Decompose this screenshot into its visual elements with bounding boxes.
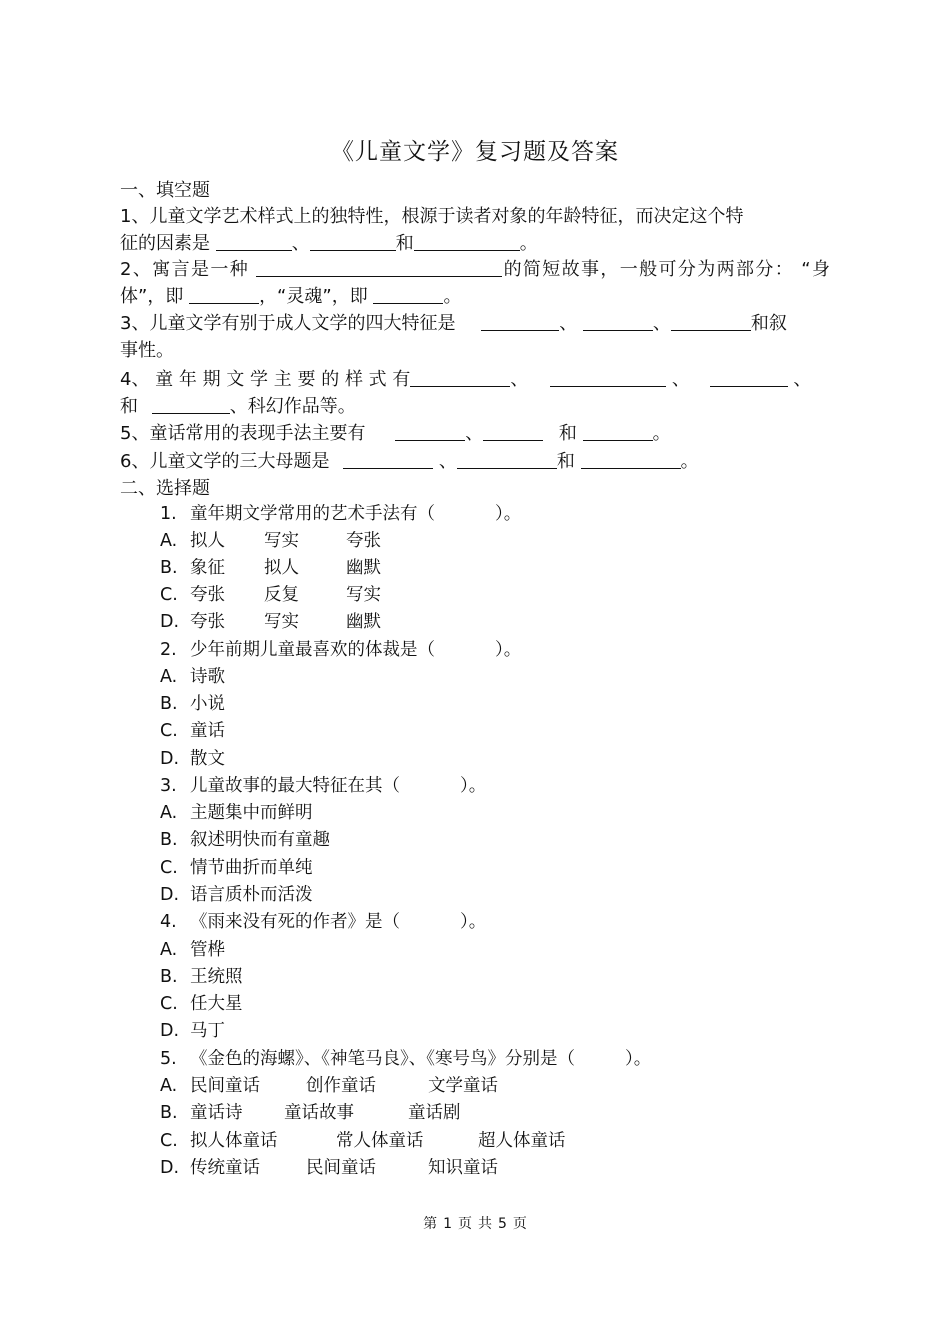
choice-option[interactable]: B. 象征 拟人 幽默 [160,558,381,578]
choice-question-1: 1. 童年期文学常用的艺术手法有（ ）。 [160,504,522,524]
choice-option[interactable]: A. 诗歌 [160,667,225,687]
answer-blank[interactable] [550,368,666,387]
page-footer: 第 1 页 共 5 页 [423,1216,527,1232]
answer-blank[interactable] [581,450,681,469]
answer-blank[interactable] [481,312,559,331]
fill-q4-line2: 和 、科幻作品等。 [120,396,356,417]
answer-blank[interactable] [373,285,443,304]
answer-blank[interactable] [343,450,433,469]
answer-blank[interactable] [152,395,230,414]
choice-option[interactable]: D. 夸张 写实 幽默 [160,612,381,632]
fill-q1-line2: 征的因素是 、 和 。 [120,233,538,254]
choice-option[interactable]: A. 拟人 写实 夸张 [160,531,381,551]
fill-q3-line2: 事性。 [120,340,174,361]
answer-blank[interactable] [710,368,788,387]
choice-option[interactable]: C. 童话 [160,721,225,741]
answer-blank[interactable] [583,422,653,441]
fill-question-1 [120,203,830,257]
answer-blank[interactable] [414,232,520,251]
fill-question-2 [120,256,830,310]
total-page-count: 5 [498,1216,507,1232]
fill-question-5: 5、童话常用的表现手法主要有 、 和 。 [120,423,671,444]
answer-blank[interactable] [310,232,396,251]
choice-option[interactable]: A. 主题集中而鲜明 [160,803,313,823]
choice-question-3: 3. 儿童故事的最大特征在其（ ）。 [160,776,487,796]
choice-option[interactable]: D. 传统童话 民间童话 知识童话 [160,1158,498,1178]
answer-blank[interactable] [189,285,259,304]
choice-option[interactable]: B. 叙述明快而有童趣 [160,830,330,850]
answer-blank[interactable] [216,232,292,251]
answer-blank[interactable] [410,368,510,387]
current-page-number: 1 [443,1216,452,1232]
choice-question-4: 4. 《雨来没有死的作者》是（ ）。 [160,912,487,932]
choice-question-2: 2. 少年前期儿童最喜欢的体裁是（ ）。 [160,640,522,660]
choice-option[interactable]: D. 马丁 [160,1021,225,1041]
answer-blank[interactable] [583,312,653,331]
choice-option[interactable]: D. 语言质朴而活泼 [160,885,313,905]
section-heading-fill: 一、填空题 [120,180,210,201]
choice-option[interactable]: B. 王统照 [160,967,243,987]
answer-blank[interactable] [457,450,557,469]
page-title: 《儿童文学》复习题及答案 [331,139,619,165]
answer-blank[interactable] [256,258,502,277]
section-heading-choice: 二、选择题 [120,478,210,499]
answer-blank[interactable] [671,312,751,331]
fill-q3-line1: 3、儿童文学有别于成人文学的四大特征是 、 、 和叙 [120,313,787,334]
choice-option[interactable]: C. 拟人体童话 常人体童话 超人体童话 [160,1131,566,1151]
choice-option[interactable]: B. 小说 [160,694,225,714]
choice-option[interactable]: B. 童话诗 童话故事 童话剧 [160,1103,461,1123]
choice-question-5: 5. 《金色的海螺》、《神笔马良》、《寒号鸟》分别是（ ）。 [160,1049,652,1069]
choice-option[interactable]: A. 管桦 [160,940,225,960]
answer-blank[interactable] [483,422,543,441]
fill-question-6: 6、儿童文学的三大母题是 、 和 。 [120,451,699,472]
choice-option[interactable]: A. 民间童话 创作童话 文学童话 [160,1076,498,1096]
fill-q1-line1: 1、儿童文学艺术样式上的独特性，根源于读者对象的年龄特征，而决定这个特 [120,206,744,227]
fill-q2-line1: 2、寓言是一种 的简短故事，一般可分为两部分： “身 [120,259,830,280]
choice-option[interactable]: C. 夸张 反复 写实 [160,585,381,605]
fill-question-3 [120,310,830,364]
fill-question-4 [120,366,830,420]
answer-blank[interactable] [395,422,465,441]
fill-q2-line2: 体”，即 ，“灵魂”，即 。 [120,286,462,307]
choice-option[interactable]: D. 散文 [160,749,225,769]
choice-option[interactable]: C. 任大星 [160,994,243,1014]
choice-option[interactable]: C. 情节曲折而单纯 [160,858,313,878]
fill-q4-line1: 4、 童 年 期 文 学 主 要 的 样 式 有 、 、 、 [120,369,812,390]
